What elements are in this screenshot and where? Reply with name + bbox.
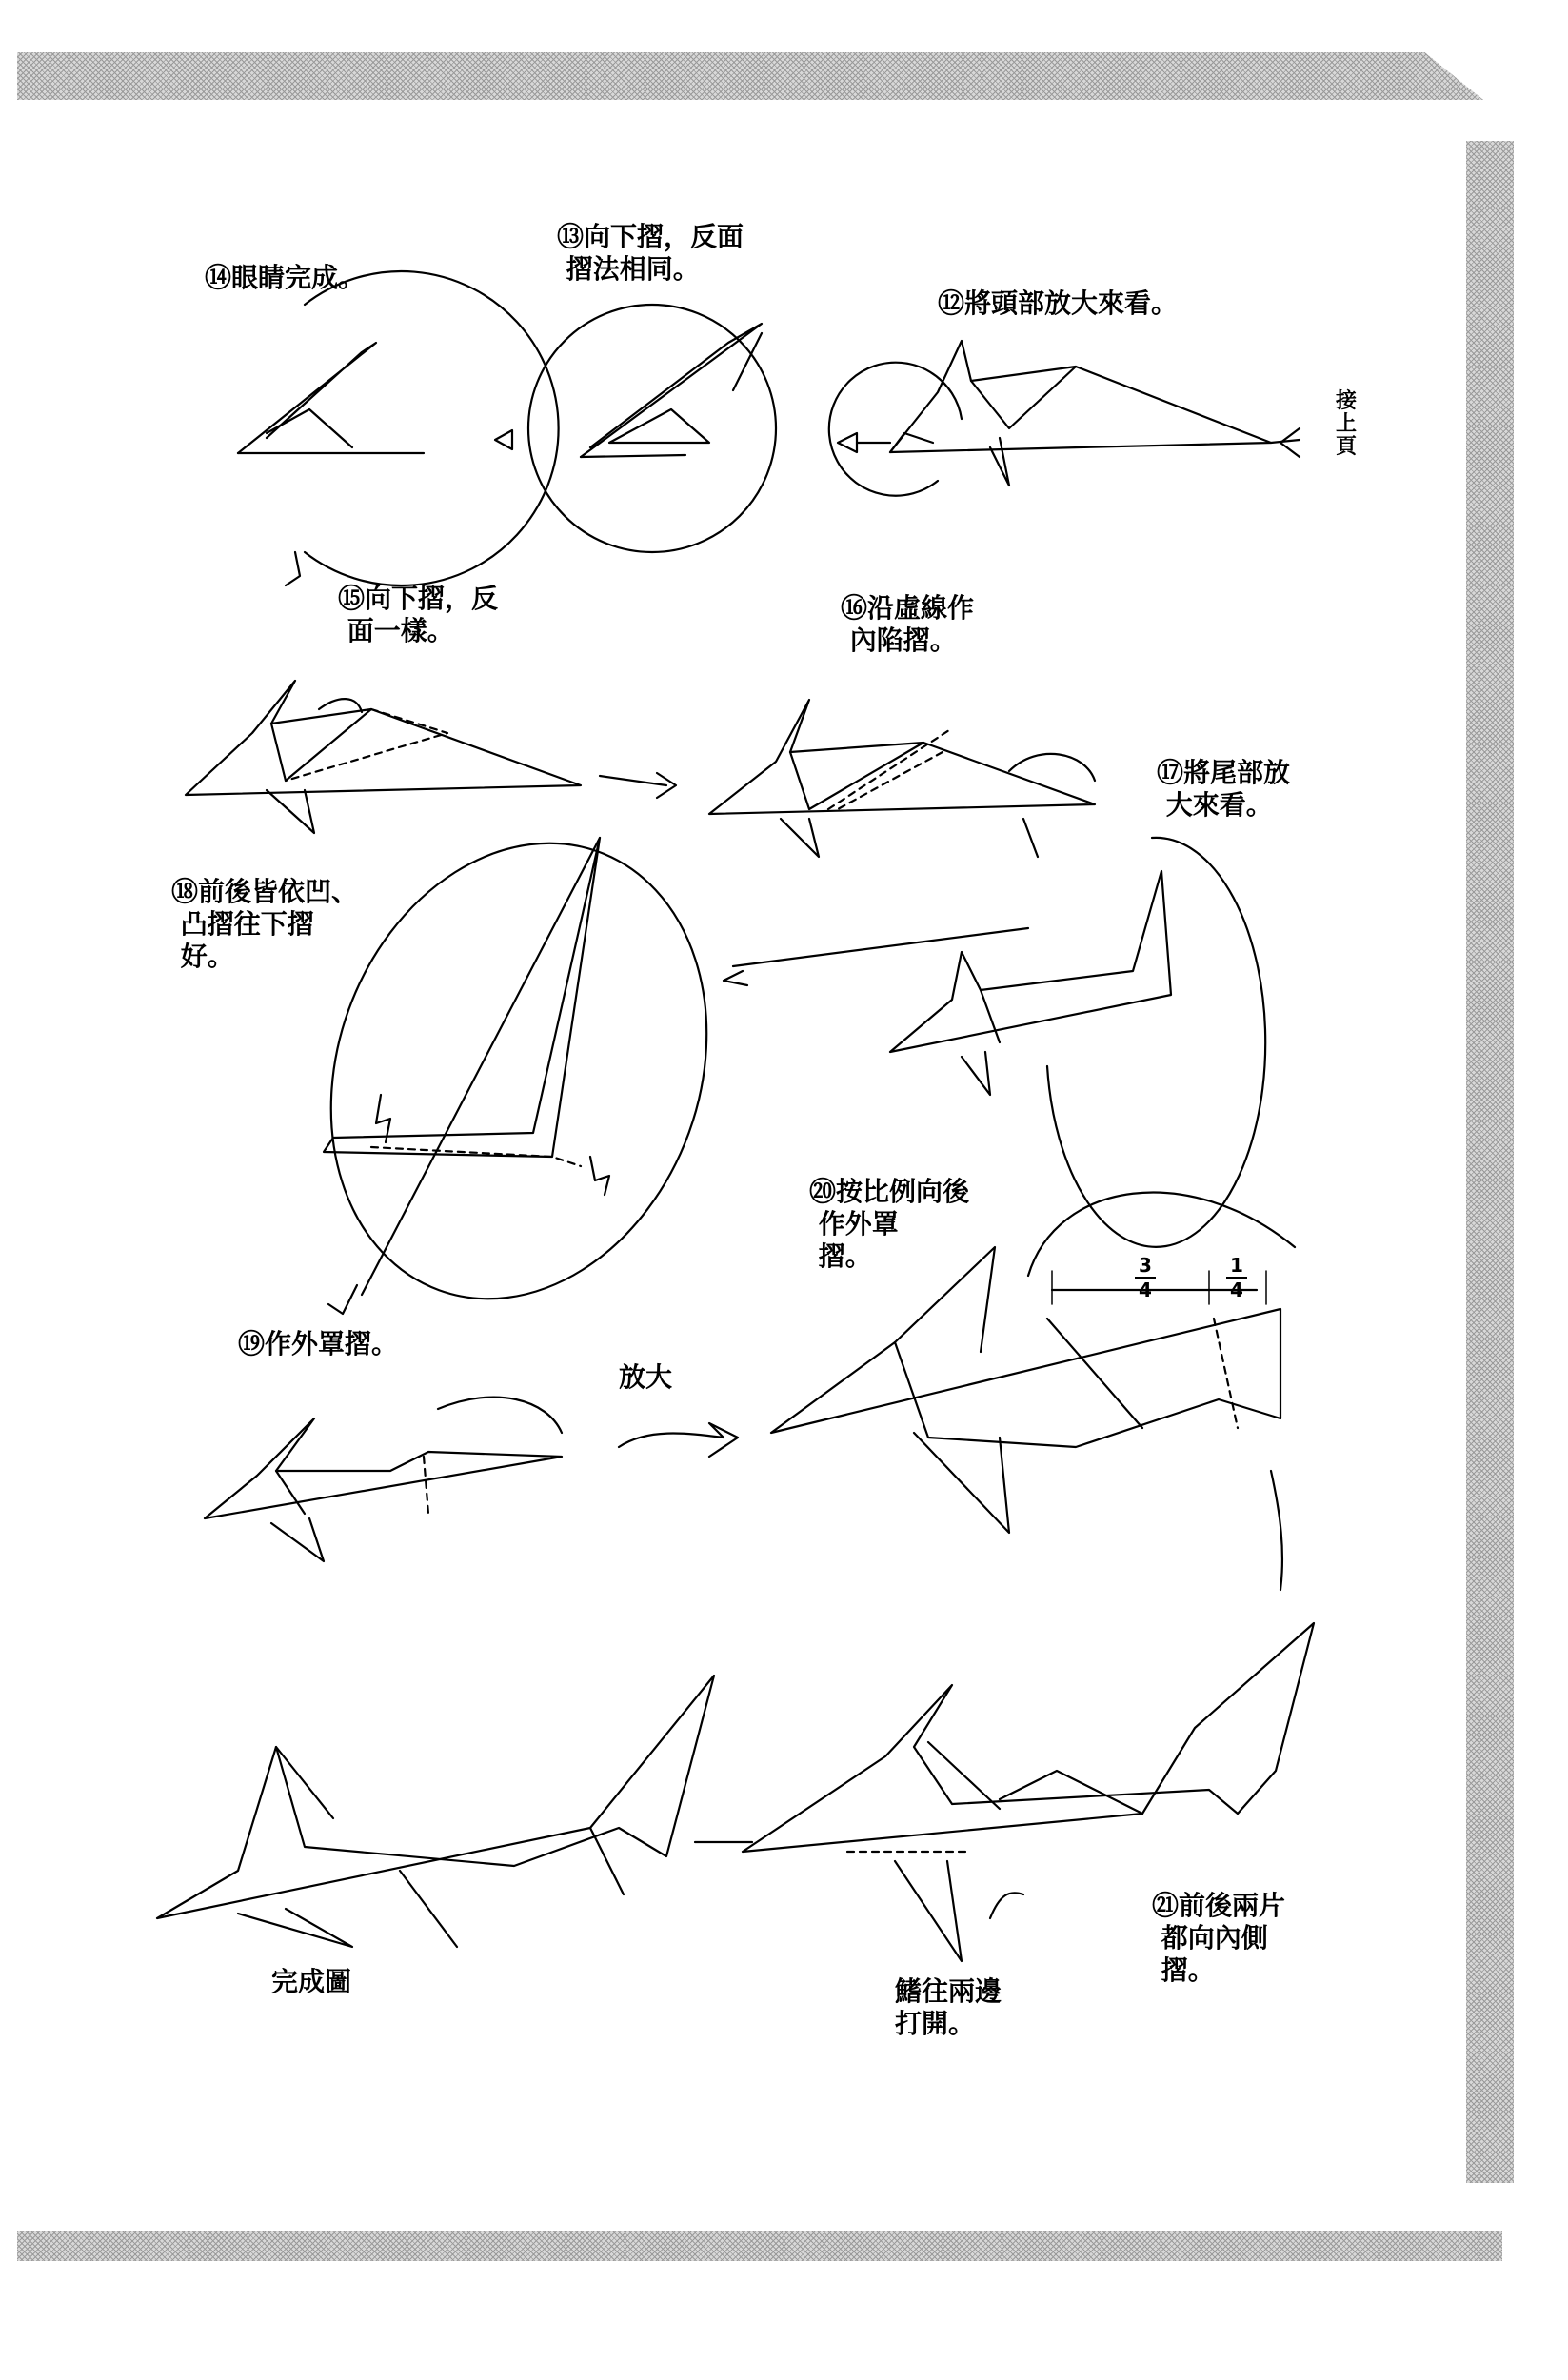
arrow-down (1271, 1471, 1282, 1590)
step20-label: ⑳按比例向後 作外罩 摺。 (809, 1176, 970, 1272)
step13-label: ⑬向下摺，反面 摺法相同。 (557, 221, 744, 285)
step18-label: ⑱前後皆依凹、 凸摺往下摺 好。 (171, 876, 359, 972)
fraction-three-quarters: 3 4 (1135, 1255, 1156, 1300)
step13-figure (495, 305, 776, 552)
step19-figure (205, 1398, 738, 1561)
step16-label: ⑯沿虛線作 內陷摺。 (841, 592, 975, 656)
step16-figure (709, 700, 1095, 857)
step17-figure (724, 838, 1265, 1247)
step18-figure (269, 790, 769, 1352)
zoom-label: 放大 (619, 1361, 673, 1393)
step19-label: ⑲作外罩摺。 (238, 1328, 399, 1359)
step14-figure (238, 271, 559, 585)
step15-label: ⑮向下摺，反 面一樣。 (338, 583, 499, 646)
continued-label: 接上頁 (1335, 389, 1357, 459)
step15-figure (186, 681, 676, 833)
step12-label: ⑫將頭部放大來看。 (938, 288, 1179, 319)
fins-open-label: 鰭往兩邊 打開。 (895, 1975, 1002, 2039)
finished-label: 完成圖 (271, 1966, 352, 1997)
step21-label: ㉑前後兩片 都向內側 摺。 (1152, 1890, 1286, 1986)
step17-label: ⑰將尾部放 大來看。 (1157, 757, 1291, 821)
finished-figure (157, 1676, 714, 1947)
step14-label: ⑭眼睛完成。 (205, 262, 366, 293)
step12-figure (829, 341, 1300, 496)
fraction-one-quarter: 1 4 (1226, 1255, 1247, 1300)
